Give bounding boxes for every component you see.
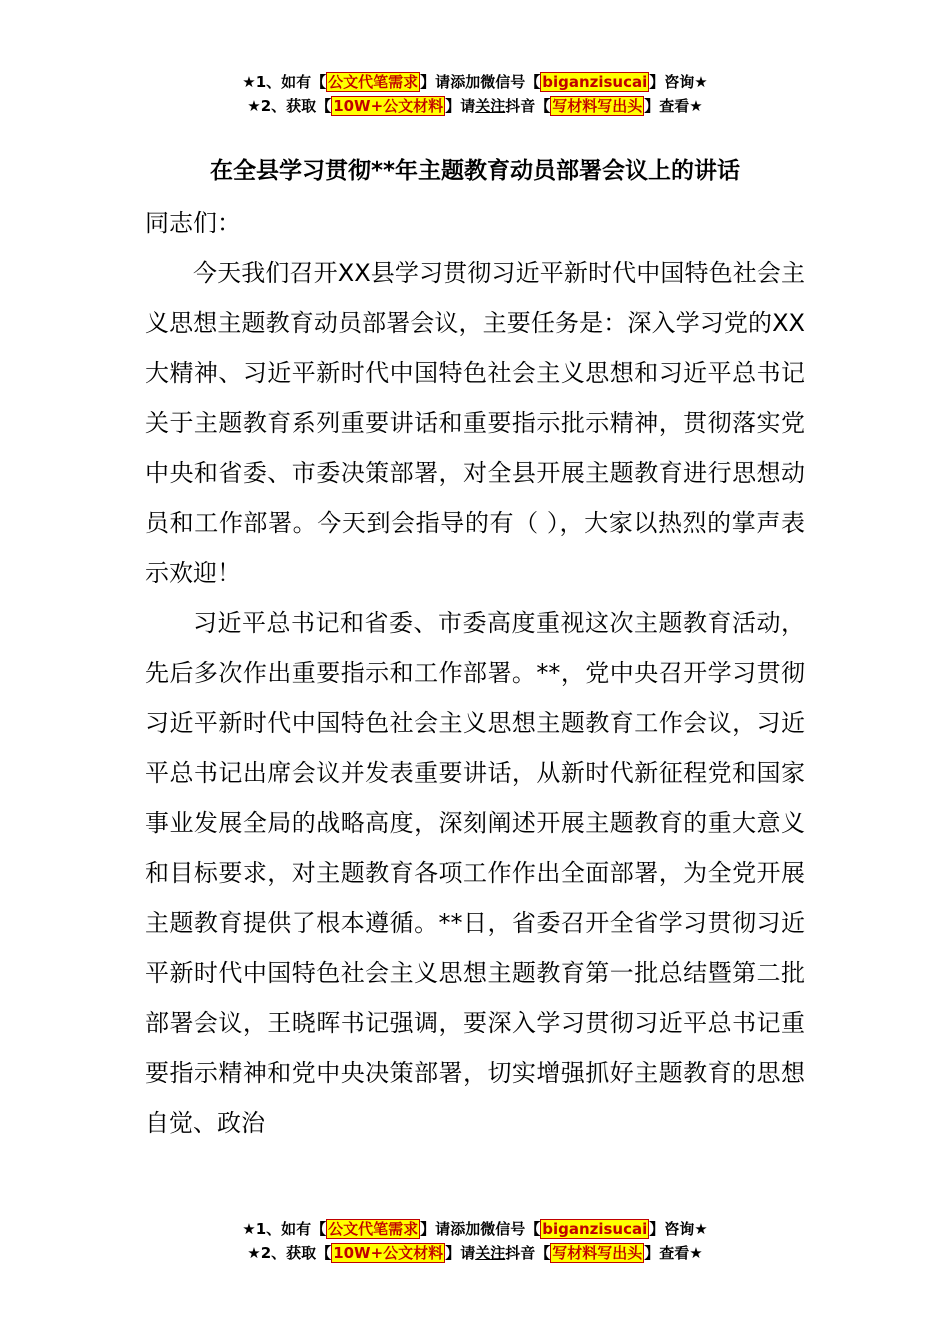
highlight-douyin-id: 写材料写出头 — [552, 1244, 643, 1262]
highlight-douyin-id: 写材料写出头 — [552, 97, 643, 115]
paragraph-2: 习近平总书记和省委、市委高度重视这次主题教育活动，先后多次作出重要指示和工作部署。**，党中央召开学习贯彻习近平新时代中国特色社会主义思想主题教育工作会议，习近平总书记出席会议并发表重要讲话，从新时代新征程党和国家事业发展全局的战略高度，深刻阐述开展主题教育的重大意义和目标要求，对主题教育各项工作作出全面部署，为全党开展主题教育提供了根本遵循。**日，省委召开全省学习贯彻习近平新时代中国特色社会主义思想主题教育第一批总结暨第二批部署会议，王晓晖书记强调，要深入学习贯彻习近平总书记重要指示精神和党中央决策部署，切实增强抓好主题教育的思想自觉、政治 — [145, 609, 805, 1137]
highlight-wechat-id: biganzisucai — [542, 1220, 648, 1238]
banner-line-1: ★1、如有【 公文代笔需求 】请添加微信号【 biganzisucai 】咨询★ — [242, 73, 708, 91]
highlight-service: 公文代笔需求 — [328, 1220, 419, 1238]
footer-line-1: ★1、如有【 公文代笔需求 】请添加微信号【 biganzisucai 】咨询★ — [242, 1220, 708, 1238]
header-banner — [0, 70, 950, 118]
footer-banner — [0, 1217, 950, 1265]
banner-line-2: ★2、获取【 10W+公文材料 】请关注抖音【 写材料写出头 】查看★ — [247, 97, 703, 115]
page-title: 在全县学习贯彻**年主题教育动员部署会议上的讲话 — [209, 158, 741, 184]
footer-line-2: ★2、获取【 10W+公文材料 】请关注抖音【 写材料写出头 】查看★ — [247, 1244, 703, 1262]
highlight-materials: 10W+公文材料 — [333, 1244, 444, 1262]
highlight-materials: 10W+公文材料 — [333, 97, 444, 115]
paragraph-1: 今天我们召开XX县学习贯彻习近平新时代中国特色社会主义思想主题教育动员部署会议，主要任务是：深入学习党的XX大精神、习近平新时代中国特色社会主义思想和习近平总书记关于主题教育系列重要讲话和重要指示批示精神，贯彻落实党中央和省委、市委决策部署，对全县开展主题教育进行思想动员和工作部署。今天到会指导的有（ ），大家以热烈的掌声表示欢迎！ — [145, 259, 805, 587]
salutation: 同志们： — [145, 209, 241, 237]
document-body — [145, 198, 805, 1148]
highlight-wechat-id: biganzisucai — [542, 73, 648, 91]
highlight-service: 公文代笔需求 — [328, 73, 419, 91]
